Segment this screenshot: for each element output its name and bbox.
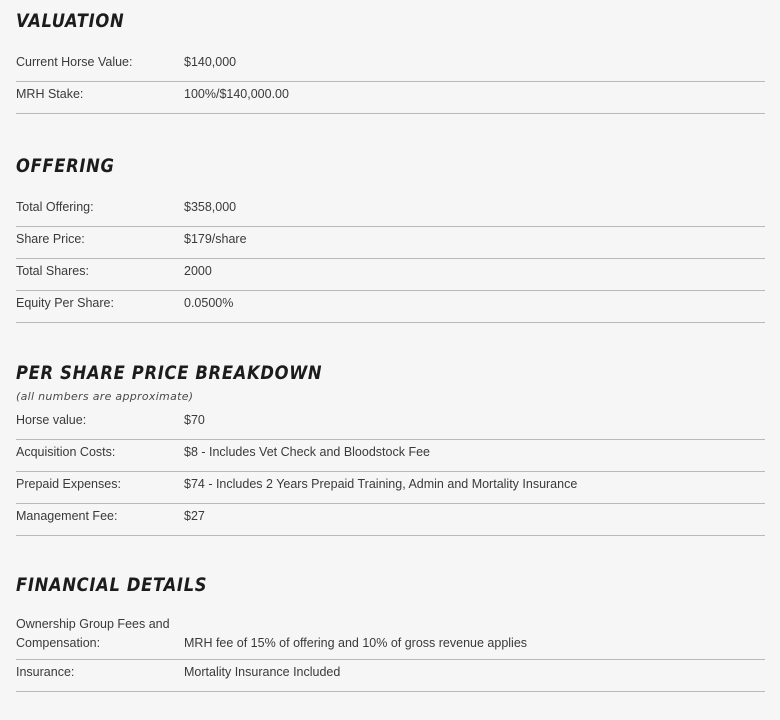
insurance-value: Mortality Insurance Included [184,665,341,679]
ownership-fees-value: MRH fee of 15% of offering and 10% of gross revenue applies [184,636,528,650]
valuation-table [16,50,765,114]
prepaid-expenses-label: Prepaid Expenses: [16,477,121,491]
table-row [16,259,765,291]
table-row [16,408,765,440]
table-row [16,660,765,692]
current-horse-value-label: Current Horse Value: [16,55,133,69]
table-row [16,50,765,82]
ownership-fees-label: Ownership Group Fees and Compensation: [16,617,170,650]
current-horse-value: $140,000 [184,55,237,69]
valuation-title: VALUATION [16,10,125,32]
mrh-stake-label: MRH Stake: [16,87,84,101]
breakdown-title: PER SHARE PRICE BREAKDOWN [16,362,323,384]
management-fee-value: $27 [184,509,205,523]
equity-per-share-value: 0.0500% [184,296,234,310]
table-row [16,82,765,114]
table-row [16,291,765,323]
equity-per-share-label: Equity Per Share: [16,296,114,310]
total-shares-label: Total Shares: [16,264,89,278]
table-row [16,472,765,504]
prepaid-expenses-value: $74 - Includes 2 Years Prepaid Training, Admin and Mortality Insurance [184,477,578,491]
insurance-label: Insurance: [16,665,75,679]
acquisition-costs-label: Acquisition Costs: [16,445,116,459]
table-row [16,610,765,660]
share-price-value: $179/share [184,232,247,246]
acquisition-costs-value: $8 - Includes Vet Check and Bloodstock Fee [184,445,430,459]
table-row [16,504,765,536]
table-row [16,227,765,259]
horse-value-value: $70 [184,413,205,427]
table-row [16,195,765,227]
total-shares-value: 2000 [184,264,212,278]
total-offering-label: Total Offering: [16,200,94,214]
total-offering-value: $358,000 [184,200,237,214]
share-price-label: Share Price: [16,232,85,246]
offering-title: OFFERING [16,155,115,177]
horse-value-label: Horse value: [16,413,87,427]
table-row [16,440,765,472]
financial-table [16,610,765,692]
breakdown-table [16,408,765,536]
mrh-stake-value: 100%/$140,000.00 [184,87,289,101]
management-fee-label: Management Fee: [16,509,118,523]
breakdown-note: (all numbers are approximate) [16,390,194,403]
offering-table [16,195,765,323]
financial-title: FINANCIAL DETAILS [16,574,208,596]
